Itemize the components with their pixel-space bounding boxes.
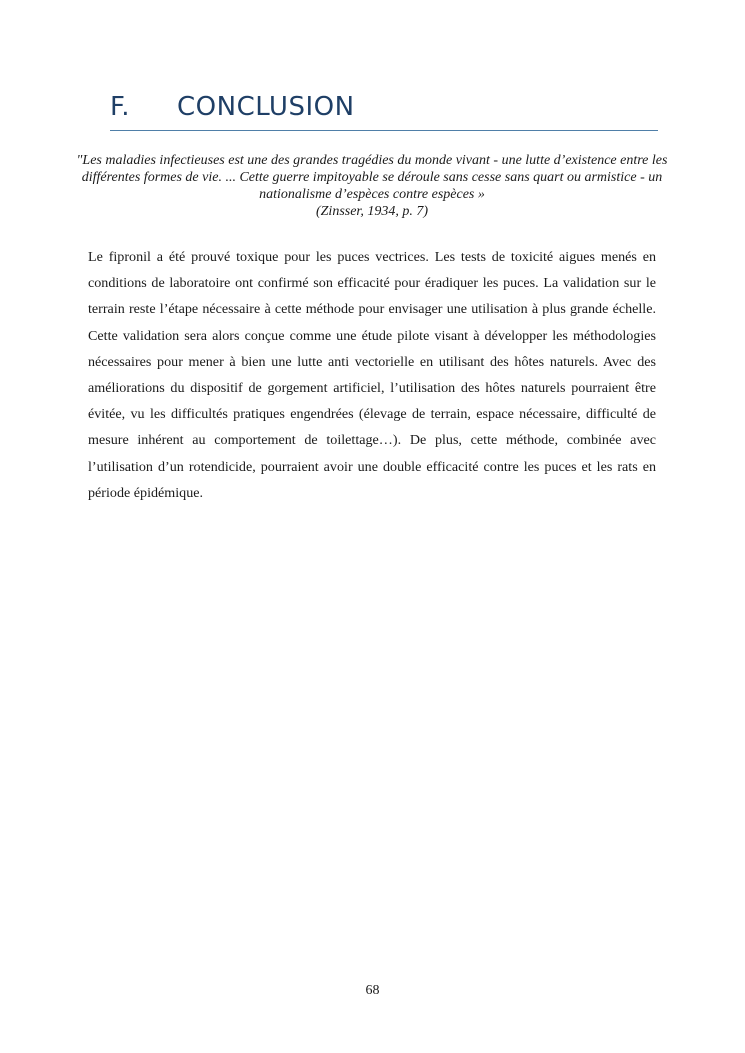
epigraph-quote xyxy=(68,152,676,220)
section-number: F. xyxy=(110,92,131,122)
section-title: CONCLUSION xyxy=(177,92,355,122)
conclusion-body xyxy=(88,244,656,506)
section-heading xyxy=(110,88,658,131)
page-number: 68 xyxy=(365,983,380,998)
conclusion-paragraph: Le fipronil a été prouvé toxique pour les puces vectrices. Les tests de toxicité aigues menés en conditions de laboratoire ont confirmé son efficacité pour éradiquer les puces. La validation sur le terrain reste l’étape nécessaire à cette méthode pour envisager une utilisation à plus grande échelle. Cette validation sera alors conçue comme une étude pilote visant à développer les méthodologies nécessaires pour mener à bien une lutte anti vectorielle en utilisant des hôtes naturels. Avec des améliorations du dispositif de gorgement artificiel, l’utilisation des hôtes naturels pourraient être évitée, vu les difficultés pratiques engendrées (élevage de terrain, espace nécessaire, difficulté de mesure inhérent au comportement de toilettage…). De plus, cette méthode, combinée avec l’utilisation d’un rotendicide, pourraient avoir une double efficacité contre les puces et les rats en période épidémique. xyxy=(88,249,656,501)
quote-text: "Les maladies infectieuses est une des grandes tragédies du monde vivant - une lutte d’existence entre les différentes formes de vie. ... Cette guerre impitoyable se déroule sans cesse sans quart ou armistice - un nationalisme d’espèces contre espèces » xyxy=(76,153,668,202)
quote-citation: (Zinsser, 1934, p. 7) xyxy=(315,204,428,219)
